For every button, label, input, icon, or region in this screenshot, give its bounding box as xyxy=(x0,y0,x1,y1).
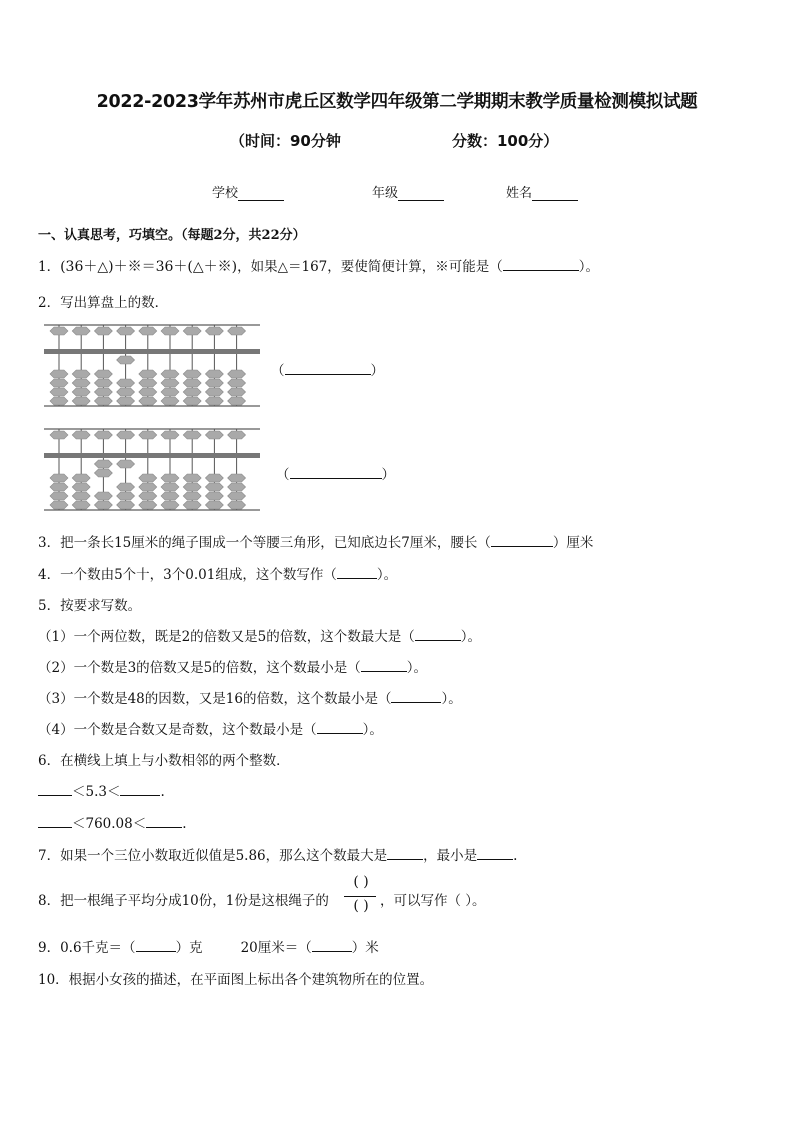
q5-4-answer-blank[interactable] xyxy=(317,721,363,734)
abacus-bead xyxy=(183,483,201,491)
question-5-1: （1）一个两位数，既是2的倍数又是5的倍数，这个数最大是（ ）。 xyxy=(38,629,482,645)
section-heading: 一、认真思考，巧填空。（每题2分，共22分） xyxy=(38,228,306,243)
exam-time: （时间：90分钟 xyxy=(230,132,341,150)
abacus-bead xyxy=(161,370,179,378)
abacus-bead xyxy=(228,474,246,482)
abacus-bead xyxy=(161,431,179,439)
q5-1-answer-blank[interactable] xyxy=(415,628,461,641)
question-6-row-2: ＜760.08＜ . xyxy=(38,812,187,832)
abacus-bead xyxy=(183,501,201,509)
abacus-bead xyxy=(161,388,179,396)
abacus-bead xyxy=(228,397,246,405)
abacus-bead xyxy=(161,397,179,405)
abacus-bead xyxy=(117,501,135,509)
q8-fraction[interactable]: ( ) ( ) xyxy=(342,874,378,920)
q4-answer-blank[interactable] xyxy=(337,566,377,579)
abacus-bead xyxy=(72,492,90,500)
abacus-bead xyxy=(228,431,246,439)
question-5: 5．按要求写数。 xyxy=(38,598,142,614)
question-10: 10．根据小女孩的描述，在平面图上标出各个建筑物所在的位置。 xyxy=(38,972,434,988)
question-5-4: （4）一个数是合数又是奇数，这个数最小是（ ）。 xyxy=(38,722,383,738)
abacus-bead xyxy=(161,492,179,500)
question-7: 7．如果一个三位小数取近似值是5.86，那么这个数最大是 ，最小是 . xyxy=(38,848,518,864)
abacus-bead xyxy=(228,370,246,378)
abacus-bead xyxy=(205,474,223,482)
abacus-bead xyxy=(183,431,201,439)
question-5-2: （2）一个数是3的倍数又是5的倍数，这个数最小是（ ）。 xyxy=(38,660,428,676)
abacus-bead xyxy=(94,492,112,500)
abacus-1 xyxy=(44,324,260,408)
q3-answer-blank[interactable] xyxy=(491,534,553,547)
abacus-bead xyxy=(117,379,135,387)
abacus-bead xyxy=(139,388,157,396)
school-field[interactable]: 学校 xyxy=(212,182,284,201)
question-3: 3．把一条长15厘米的绳子围成一个等腰三角形，已知底边长7厘米，腰长（ ）厘米 xyxy=(38,535,594,551)
abacus-bead xyxy=(50,474,68,482)
abacus-bead xyxy=(117,460,135,468)
abacus-bead xyxy=(94,370,112,378)
abacus-bead xyxy=(228,483,246,491)
abacus-bead xyxy=(139,492,157,500)
abacus-bead xyxy=(94,501,112,509)
question-8: 8．把一根绳子平均分成10份，1份是这根绳子的 xyxy=(38,893,329,909)
abacus-bead xyxy=(72,379,90,387)
abacus-bead xyxy=(139,370,157,378)
q6-2-left-blank[interactable] xyxy=(38,815,72,828)
abacus-bead xyxy=(228,492,246,500)
abacus-bead xyxy=(205,379,223,387)
abacus-bead xyxy=(117,483,135,491)
question-4: 4．一个数由5个十，3个0.01组成，这个数写作（ ）。 xyxy=(38,567,398,583)
q9-a-blank[interactable] xyxy=(136,939,176,952)
grade-field[interactable]: 年级 xyxy=(372,182,444,201)
abacus-bead xyxy=(205,483,223,491)
abacus-bead xyxy=(139,397,157,405)
abacus-bead xyxy=(161,379,179,387)
abacus-bead xyxy=(50,431,68,439)
exam-score: 分数：100分） xyxy=(452,132,559,150)
abacus-bead xyxy=(228,327,246,335)
abacus-bead xyxy=(139,474,157,482)
abacus-bead xyxy=(183,397,201,405)
abacus-bead xyxy=(183,379,201,387)
abacus-bead xyxy=(205,370,223,378)
abacus-bead xyxy=(117,492,135,500)
q1-answer-blank[interactable] xyxy=(503,258,579,271)
abacus-bead xyxy=(94,379,112,387)
q6-1-left-blank[interactable] xyxy=(38,783,72,796)
abacus-bead xyxy=(50,327,68,335)
abacus-bead xyxy=(117,388,135,396)
abacus-bead xyxy=(161,327,179,335)
abacus-bead xyxy=(94,397,112,405)
q1-expression: (36＋△)＋※＝36＋(△＋※) xyxy=(60,259,238,275)
abacus-bead xyxy=(117,397,135,405)
abacus-bead xyxy=(161,474,179,482)
abacus-bead xyxy=(72,501,90,509)
q5-3-answer-blank[interactable] xyxy=(391,690,441,703)
abacus-bead xyxy=(94,327,112,335)
abacus-bead xyxy=(205,327,223,335)
abacus-bead xyxy=(183,474,201,482)
abacus-bead xyxy=(50,370,68,378)
abacus-bead xyxy=(183,327,201,335)
question-6-row-1: ＜5.3＜ . xyxy=(38,780,165,800)
abacus-bead xyxy=(72,370,90,378)
abacus-bead xyxy=(139,501,157,509)
q9-b-blank[interactable] xyxy=(312,939,352,952)
page-title: 2022-2023学年苏州市虎丘区数学四年级第二学期期末教学质量检测模拟试题 xyxy=(96,92,698,112)
abacus-bead xyxy=(94,431,112,439)
abacus-bead xyxy=(72,431,90,439)
question-2: 2．写出算盘上的数． xyxy=(38,295,169,311)
abacus-bead xyxy=(228,501,246,509)
abacus-bead xyxy=(205,397,223,405)
abacus-bead xyxy=(50,397,68,405)
abacus-bead xyxy=(205,501,223,509)
abacus-bead xyxy=(228,388,246,396)
q7-min-blank[interactable] xyxy=(477,847,513,860)
abacus-bead xyxy=(72,397,90,405)
abacus-bead xyxy=(117,356,135,364)
question-5-3: （3）一个数是48的因数，又是16的倍数，这个数最小是（ ）。 xyxy=(38,691,462,707)
abacus-bead xyxy=(94,469,112,477)
name-field[interactable]: 姓名 xyxy=(506,182,578,201)
abacus-bead xyxy=(161,501,179,509)
abacus-bead xyxy=(205,431,223,439)
abacus-2 xyxy=(44,428,260,512)
question-6: 6．在横线上填上与小数相邻的两个整数． xyxy=(38,753,290,769)
abacus-bead xyxy=(205,492,223,500)
abacus-bead xyxy=(205,388,223,396)
abacus-bead xyxy=(228,379,246,387)
abacus-bead xyxy=(139,379,157,387)
abacus-bead xyxy=(117,327,135,335)
abacus-bead xyxy=(139,327,157,335)
abacus-bead xyxy=(139,483,157,491)
q2-answer-1[interactable]: （ ） xyxy=(271,363,384,379)
q7-max-blank[interactable] xyxy=(387,847,423,860)
abacus-bead xyxy=(50,492,68,500)
q2-answer-2[interactable]: （ ） xyxy=(276,467,395,483)
abacus-bead xyxy=(72,388,90,396)
q5-2-answer-blank[interactable] xyxy=(361,659,407,672)
abacus-bead xyxy=(139,431,157,439)
abacus-bead xyxy=(94,388,112,396)
abacus-bead xyxy=(161,483,179,491)
abacus-bead xyxy=(50,483,68,491)
abacus-bead xyxy=(94,460,112,468)
abacus-bead xyxy=(50,379,68,387)
abacus-bead xyxy=(50,501,68,509)
question-9: 9．0.6千克＝（ ）克 20厘米＝（ ）米 xyxy=(38,940,379,956)
abacus-bead xyxy=(72,483,90,491)
q8-suffix: ，可以写作（ ）。 xyxy=(380,893,486,909)
q6-2-right-blank[interactable] xyxy=(146,815,182,828)
abacus-bead xyxy=(183,388,201,396)
abacus-bead xyxy=(50,388,68,396)
q6-1-right-blank[interactable] xyxy=(120,783,160,796)
question-1: 1．(36＋△)＋※＝36＋(△＋※)，如果△＝167，要使简便计算，※可能是（ ）。 xyxy=(38,259,600,275)
abacus-bead xyxy=(183,370,201,378)
abacus-bead xyxy=(72,474,90,482)
abacus-bead xyxy=(183,492,201,500)
abacus-bead xyxy=(72,327,90,335)
abacus-bead xyxy=(117,431,135,439)
